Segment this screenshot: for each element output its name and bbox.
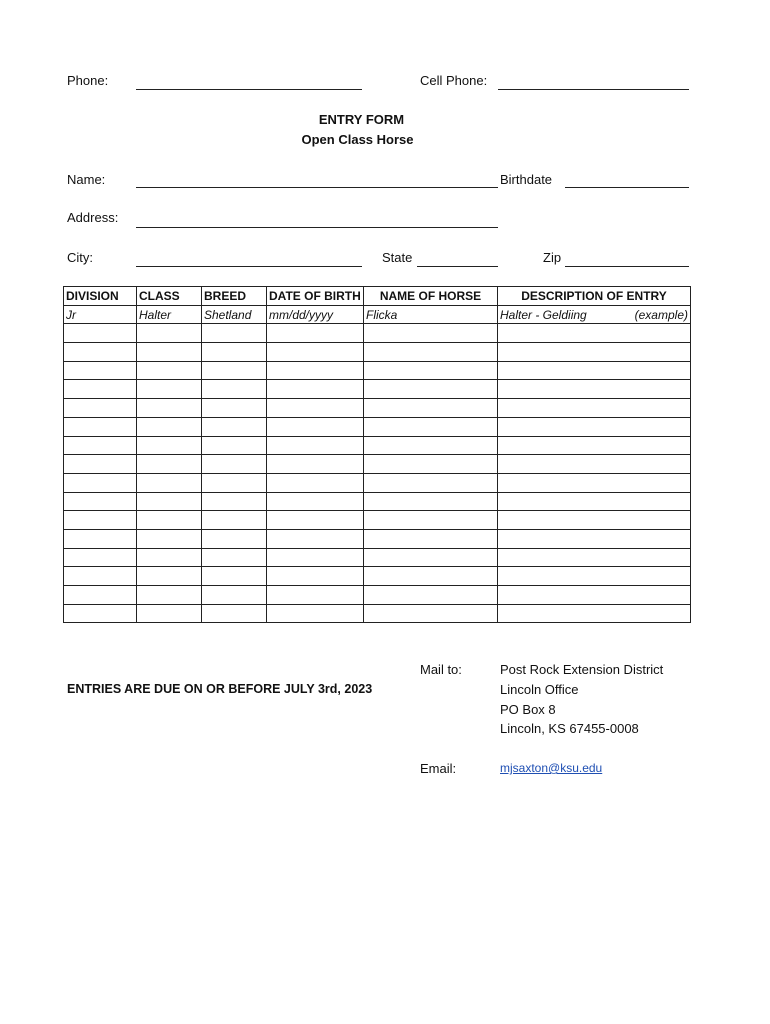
entry-cell[interactable]	[498, 511, 691, 530]
entry-cell[interactable]	[202, 436, 267, 455]
entry-cell[interactable]	[137, 492, 202, 511]
address-label: Address:	[67, 210, 119, 225]
entry-cell[interactable]	[498, 399, 691, 418]
entry-cell[interactable]	[498, 361, 691, 380]
entry-cell[interactable]	[202, 361, 267, 380]
entry-cell[interactable]	[364, 586, 498, 605]
example-dob: mm/dd/yyyy	[267, 305, 364, 324]
entry-cell[interactable]	[364, 399, 498, 418]
entry-cell[interactable]	[137, 548, 202, 567]
entry-cell[interactable]	[364, 529, 498, 548]
table-row	[64, 473, 691, 492]
entry-cell[interactable]	[64, 586, 137, 605]
entry-cell[interactable]	[64, 361, 137, 380]
phone-field[interactable]	[136, 89, 362, 90]
entry-cell[interactable]	[202, 492, 267, 511]
entry-cell[interactable]	[498, 436, 691, 455]
entry-cell[interactable]	[64, 511, 137, 530]
entry-cell[interactable]	[498, 529, 691, 548]
entry-cell[interactable]	[64, 473, 137, 492]
mail-to-label: Mail to:	[420, 662, 462, 677]
entry-cell[interactable]	[202, 343, 267, 362]
entry-cell[interactable]	[364, 511, 498, 530]
entry-cell[interactable]	[202, 417, 267, 436]
table-row	[64, 361, 691, 380]
entry-cell[interactable]	[498, 548, 691, 567]
email-label: Email:	[420, 761, 457, 776]
entry-cell[interactable]	[364, 473, 498, 492]
entry-cell[interactable]	[267, 511, 364, 530]
entry-cell[interactable]	[137, 380, 202, 399]
entry-cell[interactable]	[64, 567, 137, 586]
entry-cell[interactable]	[64, 324, 137, 343]
entry-cell[interactable]	[64, 492, 137, 511]
entry-cell[interactable]	[137, 343, 202, 362]
cell-phone-field[interactable]	[498, 89, 689, 90]
entry-cell[interactable]	[498, 604, 691, 623]
entry-cell[interactable]	[364, 380, 498, 399]
entry-cell[interactable]	[364, 492, 498, 511]
example-horse: Flicka	[364, 305, 498, 324]
address-field[interactable]	[136, 227, 498, 228]
header-description: DESCRIPTION OF ENTRY	[498, 287, 691, 306]
birthdate-label: Birthdate	[500, 172, 553, 187]
entry-cell[interactable]	[498, 586, 691, 605]
entry-cell[interactable]	[202, 548, 267, 567]
entry-cell[interactable]	[202, 567, 267, 586]
state-field[interactable]	[417, 266, 498, 267]
email-link[interactable]: mjsaxton@ksu.edu	[500, 761, 603, 775]
entry-cell[interactable]	[64, 455, 137, 474]
example-description-text: Halter - Geldiing	[500, 307, 587, 322]
zip-label: Zip	[543, 250, 562, 265]
mail-address-line-4: Lincoln, KS 67455-0008	[500, 721, 639, 736]
table-row	[64, 529, 691, 548]
table-row	[64, 417, 691, 436]
entry-cell[interactable]	[498, 417, 691, 436]
entry-cell[interactable]	[498, 380, 691, 399]
entry-cell[interactable]	[137, 324, 202, 343]
entry-cell[interactable]	[364, 361, 498, 380]
entry-cell[interactable]	[137, 567, 202, 586]
entry-cell[interactable]	[364, 417, 498, 436]
entry-cell[interactable]	[267, 343, 364, 362]
header-division: DIVISION	[64, 287, 137, 306]
entry-cell[interactable]	[64, 604, 137, 623]
entry-cell[interactable]	[64, 399, 137, 418]
entry-cell[interactable]	[137, 604, 202, 623]
name-field[interactable]	[136, 187, 498, 188]
header-breed: BREED	[202, 287, 267, 306]
phone-label: Phone:	[67, 73, 109, 88]
entry-cell[interactable]	[498, 567, 691, 586]
table-row	[64, 436, 691, 455]
entry-cell[interactable]	[364, 548, 498, 567]
entry-cell[interactable]	[137, 417, 202, 436]
example-row	[64, 305, 691, 324]
entry-cell[interactable]	[267, 417, 364, 436]
entry-cell[interactable]	[202, 586, 267, 605]
table-row	[64, 567, 691, 586]
entries-table	[63, 286, 691, 623]
table-row	[64, 492, 691, 511]
table-row	[64, 380, 691, 399]
entry-cell[interactable]	[267, 586, 364, 605]
entry-cell[interactable]	[498, 492, 691, 511]
entry-cell[interactable]	[267, 567, 364, 586]
entry-cell[interactable]	[64, 436, 137, 455]
city-field[interactable]	[136, 266, 362, 267]
form-title: ENTRY FORM	[318, 112, 405, 127]
entry-cell[interactable]	[267, 604, 364, 623]
entry-cell[interactable]	[137, 473, 202, 492]
entry-cell[interactable]	[137, 586, 202, 605]
table-row	[64, 343, 691, 362]
mail-address-line-1: Post Rock Extension District	[500, 662, 664, 677]
entry-cell[interactable]	[137, 511, 202, 530]
entry-cell[interactable]	[364, 455, 498, 474]
table-row	[64, 548, 691, 567]
entry-cell[interactable]	[137, 529, 202, 548]
table-row	[64, 586, 691, 605]
entry-cell[interactable]	[364, 436, 498, 455]
entry-cell[interactable]	[267, 492, 364, 511]
table-row	[64, 324, 691, 343]
entry-cell[interactable]	[498, 324, 691, 343]
entry-cell[interactable]	[202, 324, 267, 343]
entry-cell[interactable]	[137, 436, 202, 455]
example-note: (example)	[634, 307, 688, 322]
entry-cell[interactable]	[498, 455, 691, 474]
entry-cell[interactable]	[137, 455, 202, 474]
entry-cell[interactable]	[267, 324, 364, 343]
table-row	[64, 455, 691, 474]
entry-cell[interactable]	[267, 473, 364, 492]
entry-cell[interactable]	[64, 529, 137, 548]
header-date-of-birth: DATE OF BIRTH	[267, 287, 364, 306]
header-class: CLASS	[137, 287, 202, 306]
entry-cell[interactable]	[267, 399, 364, 418]
entry-cell[interactable]	[202, 455, 267, 474]
entry-cell[interactable]	[267, 455, 364, 474]
name-label: Name:	[67, 172, 106, 187]
entry-cell[interactable]	[498, 473, 691, 492]
entry-cell[interactable]	[202, 511, 267, 530]
entry-cell[interactable]	[364, 604, 498, 623]
example-division: Jr	[64, 305, 137, 324]
city-label: City:	[67, 250, 93, 265]
cell-phone-label: Cell Phone:	[420, 73, 488, 88]
entry-cell[interactable]	[202, 380, 267, 399]
table-header-row	[64, 287, 691, 306]
entry-cell[interactable]	[498, 343, 691, 362]
example-description	[498, 305, 691, 324]
entry-cell[interactable]	[267, 380, 364, 399]
entry-cell[interactable]	[364, 567, 498, 586]
example-class: Halter	[137, 305, 202, 324]
example-breed: Shetland	[202, 305, 267, 324]
entry-cell[interactable]	[267, 436, 364, 455]
birthdate-field[interactable]	[565, 187, 689, 188]
entry-cell[interactable]	[64, 380, 137, 399]
entry-cell[interactable]	[137, 361, 202, 380]
table-row	[64, 604, 691, 623]
mail-address-line-2: Lincoln Office	[500, 682, 579, 697]
table-row	[64, 399, 691, 418]
due-notice: ENTRIES ARE DUE ON OR BEFORE JULY 3rd, 2023	[67, 682, 373, 696]
entry-cell[interactable]	[267, 529, 364, 548]
zip-field[interactable]	[565, 266, 689, 267]
header-name-of-horse: NAME OF HORSE	[364, 287, 498, 306]
entry-cell[interactable]	[364, 343, 498, 362]
entry-cell[interactable]	[137, 399, 202, 418]
table-row	[64, 511, 691, 530]
entry-cell[interactable]	[202, 604, 267, 623]
state-label: State	[382, 250, 413, 265]
entry-cell[interactable]	[202, 399, 267, 418]
mail-address-line-3: PO Box 8	[500, 702, 556, 717]
entry-cell[interactable]	[267, 548, 364, 567]
entry-cell[interactable]	[364, 324, 498, 343]
entry-cell[interactable]	[202, 473, 267, 492]
form-subtitle: Open Class Horse	[301, 132, 414, 147]
entry-cell[interactable]	[267, 361, 364, 380]
entry-cell[interactable]	[64, 548, 137, 567]
entry-cell[interactable]	[64, 343, 137, 362]
entry-cell[interactable]	[64, 417, 137, 436]
entry-cell[interactable]	[202, 529, 267, 548]
